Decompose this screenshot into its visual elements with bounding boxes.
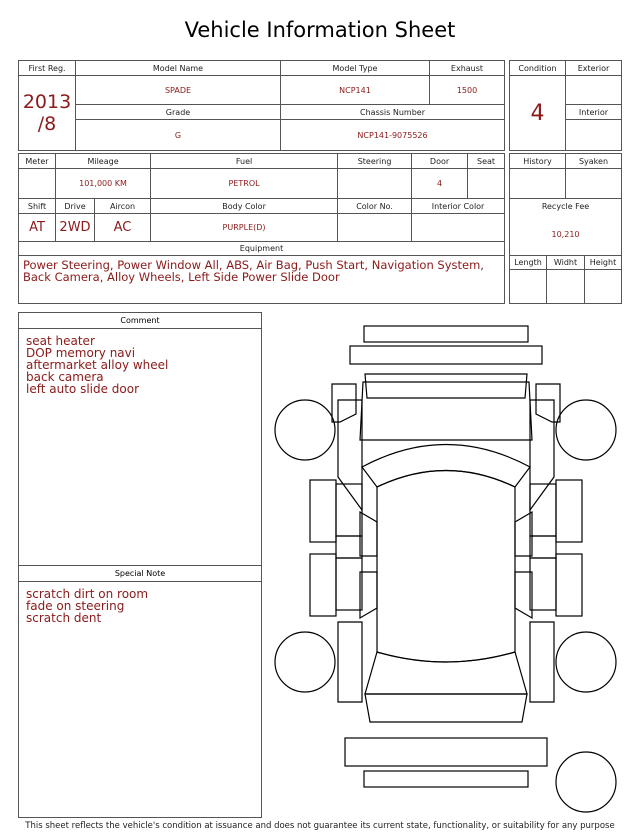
front-bumper-top [364,326,528,342]
trunk-lid [365,694,527,722]
interior-color-label: Interior Color [412,199,505,214]
fuel-label: Fuel [151,154,338,169]
hood-panel [360,382,532,440]
exhaust-value: 1500 [430,76,505,105]
comment-line: back camera [26,370,104,384]
interior-color-value [412,214,505,242]
special-note-lines [19,582,261,630]
first-reg-month: /8 [37,113,57,135]
front-right-wheel [556,400,616,460]
aircon-label: Aircon [95,199,151,214]
comment-box [18,312,262,566]
rear-left-wheel [275,632,335,692]
special-note-line: fade on steering [26,599,125,613]
sheet-title: Vehicle Information Sheet [184,18,456,42]
comment-line: seat heater [26,334,95,348]
windshield [362,445,530,488]
door-value: 4 [412,169,468,199]
rear-bumper-bottom [364,771,528,787]
comment-lines [19,329,261,401]
model-type-label: Model Type [281,61,430,76]
comment-label: Comment [19,313,261,329]
mileage-value: 101,000 KM [56,169,151,199]
rear-right-wheel [556,632,616,692]
recycle-fee-label: Recycle Fee [510,199,622,214]
history-label: History [510,154,566,169]
disclaimer-footer: This sheet reflects the vehicle's condition at issuance and does not guarantee its current state, functionality, or suitability for any purpose [25,821,615,831]
meter-value [19,169,56,199]
front-left-wheel [275,400,335,460]
color-no-value [338,214,412,242]
grade-value: G [76,120,281,151]
left-rear-quarter [338,622,362,702]
front-left-door-glass [310,480,336,542]
comment-line: left auto slide door [26,382,140,396]
spare-tire [556,752,616,812]
width-value [547,270,585,304]
drive-label: Drive [56,199,95,214]
condition-value: 4 [510,76,566,151]
exterior-value [566,76,622,105]
recycle-fee-value: 10,210 [510,214,622,256]
right-b-pillar [530,536,556,558]
rear-right-door-glass [556,554,582,616]
steering-label: Steering [338,154,412,169]
right-rear-quarter [530,622,554,702]
aircon-value: AC [95,214,151,242]
interior-value [566,120,622,151]
rear-left-door-glass [310,554,336,616]
length-value [510,270,547,304]
height-value [585,270,622,304]
color-no-label: Color No. [338,199,412,214]
equipment-label: Equipment [19,242,505,256]
exhaust-label: Exhaust [430,61,505,76]
body-color-label: Body Color [151,199,338,214]
drive-value: 2WD [56,214,95,242]
first-reg-year: 2013 [22,91,72,113]
door-label: Door [412,154,468,169]
front-right-fender [536,384,560,422]
rear-right-door [530,558,556,610]
front-left-fender [332,384,356,422]
model-name-label: Model Name [76,61,281,76]
chassis-label: Chassis Number [281,105,505,120]
steering-value [338,169,412,199]
rear-bumper [345,738,547,766]
first-reg-cell [19,76,76,151]
comment-line: DOP memory navi [26,346,136,360]
rear-left-door [336,558,362,610]
special-note-line: scratch dirt on room [26,587,149,601]
syaken-label: Syaken [566,154,622,169]
interior-label: Interior [566,105,622,120]
specs-table [18,153,505,304]
first-reg-label: First Reg. [19,61,76,76]
left-b-pillar [336,536,362,558]
car-body-diagram [270,322,622,816]
rear-window [365,652,527,694]
shift-value: AT [19,214,56,242]
special-note-box [18,566,262,818]
length-label: Length [510,256,547,270]
shift-label: Shift [19,199,56,214]
front-grille [365,374,527,398]
front-bumper [350,346,542,364]
condition-table [509,60,622,151]
body-color-value: PURPLE(D) [151,214,338,242]
roof-panel [377,471,515,663]
condition-label: Condition [510,61,566,76]
seat-label: Seat [468,154,505,169]
special-note-line: scratch dent [26,611,102,625]
fuel-value: PETROL [151,169,338,199]
vehicle-header-table [18,60,505,151]
chassis-value: NCP141-9075526 [281,120,505,151]
meter-label: Meter [19,154,56,169]
model-type-value: NCP141 [281,76,430,105]
special-note-label: Special Note [19,566,261,582]
height-label: Height [585,256,622,270]
comment-line: aftermarket alloy wheel [26,358,169,372]
history-value [510,169,566,199]
syaken-value [566,169,622,199]
equipment-value: Power Steering, Power Window All, ABS, Air Bag, Push Start, Navigation System, Back Camera, Alloy Wheels, Left Side Power Slide Door [19,256,505,304]
exterior-label: Exterior [566,61,622,76]
grade-label: Grade [76,105,281,120]
history-table [509,153,622,304]
rear-panel-area [360,688,532,712]
width-label: Widht [547,256,585,270]
model-name-value: SPADE [76,76,281,105]
mileage-label: Mileage [56,154,151,169]
front-right-door-glass [556,480,582,542]
seat-value [468,169,505,199]
